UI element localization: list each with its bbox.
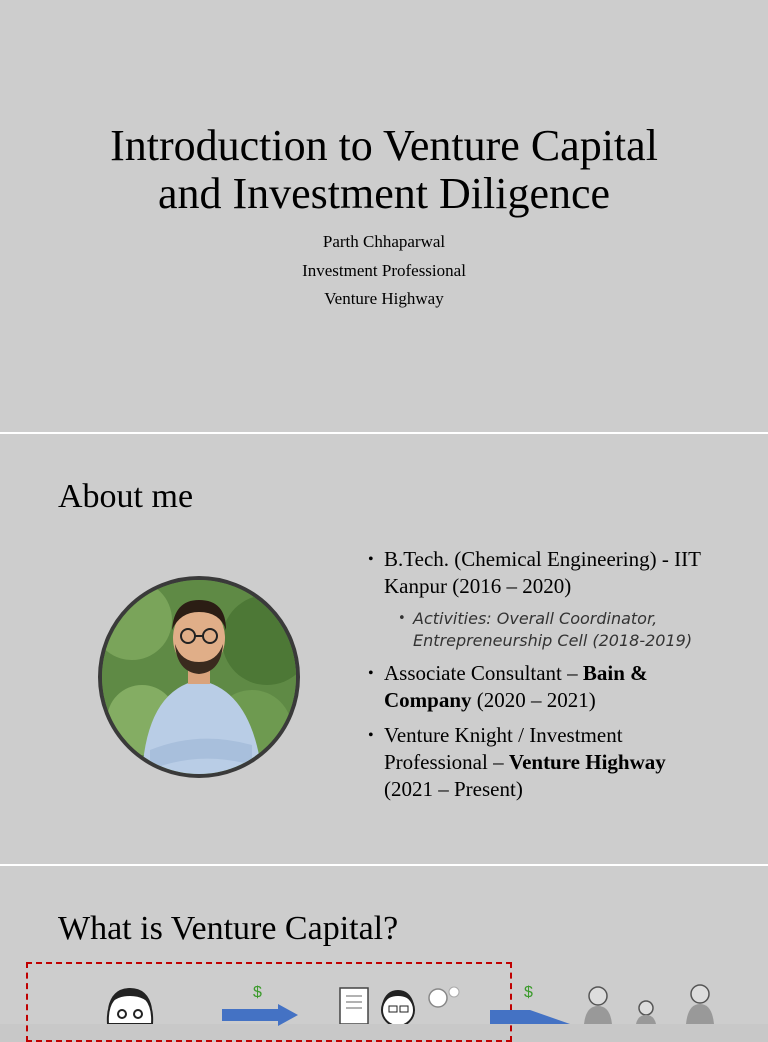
about-bullet-list bbox=[368, 546, 718, 811]
bullet-text: Venture Knight / Investment Professional – bbox=[384, 723, 623, 774]
bullet-text: B.Tech. (Chemical Engineering) - IIT Kanpur (2016 – 2020) bbox=[384, 547, 701, 598]
bullet-bain bbox=[368, 660, 718, 714]
bullet-text-end: (2021 – Present) bbox=[384, 777, 523, 801]
startup-founders-icon bbox=[578, 982, 728, 1024]
vc-slide bbox=[0, 866, 768, 1024]
about-slide bbox=[0, 434, 768, 864]
presenter-role: Investment Professional bbox=[302, 260, 466, 280]
presenter-name: Parth Chhaparwal bbox=[322, 232, 446, 251]
title-line-2: and Investment Diligence bbox=[157, 169, 611, 218]
bullet-icon: • bbox=[368, 665, 374, 682]
slide-title: What is Venture Capital? bbox=[58, 910, 399, 947]
bullet-icon: • bbox=[368, 727, 374, 744]
arrow-right-icon bbox=[222, 1004, 298, 1026]
sub-bullet-text: Activities: Overall Coordinator, Entrepreneurship Cell (2018-2019) bbox=[413, 609, 693, 650]
bullet-text-end: (2020 – 2021) bbox=[471, 688, 596, 712]
fund-manager-icon bbox=[336, 982, 462, 1024]
bullet-bold: Bain & Company bbox=[384, 661, 648, 712]
title-line-1: Introduction to Venture Capital bbox=[110, 121, 658, 170]
title-slide bbox=[0, 0, 768, 432]
profile-photo bbox=[98, 576, 300, 778]
arrow-right-icon bbox=[490, 1008, 570, 1024]
sub-bullet-activities bbox=[368, 608, 718, 652]
bullet-bold: Venture Highway bbox=[508, 750, 666, 774]
person-photo-icon bbox=[102, 580, 296, 774]
slide-title: About me bbox=[58, 478, 194, 515]
presentation-title bbox=[0, 122, 768, 218]
presenter-company: Venture Highway bbox=[324, 289, 444, 308]
bullet-text: Associate Consultant – bbox=[384, 661, 583, 685]
bullet-education bbox=[368, 546, 718, 600]
investor-icon bbox=[100, 988, 160, 1024]
dollar-sign-icon: $ bbox=[524, 984, 533, 1001]
bullet-venture-highway bbox=[368, 722, 718, 803]
dollar-sign-icon: $ bbox=[253, 984, 262, 1001]
bullet-icon: • bbox=[398, 611, 406, 626]
presenter-info bbox=[0, 228, 768, 314]
bullet-icon: • bbox=[368, 551, 374, 568]
